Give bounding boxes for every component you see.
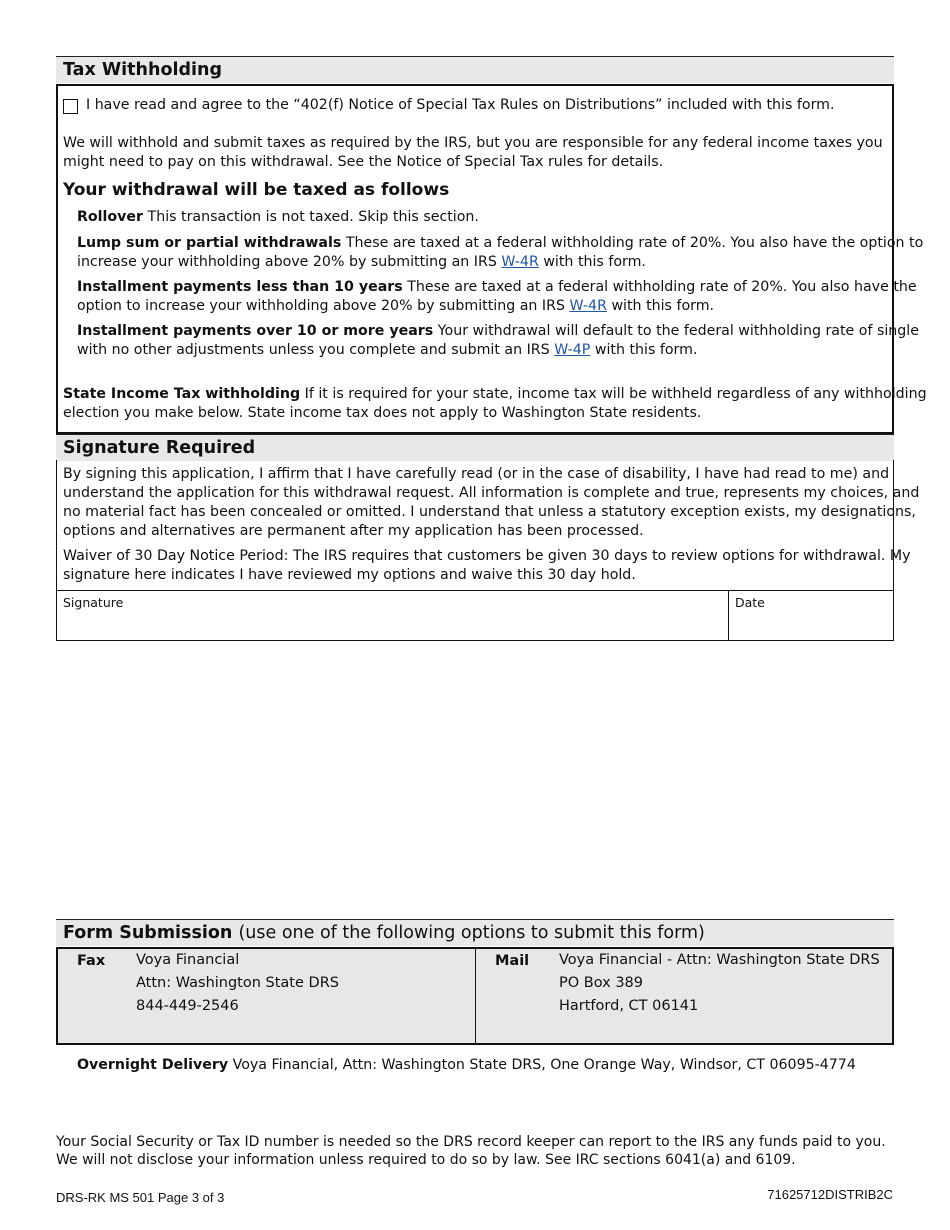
fax-number: 844-449-2546 xyxy=(136,998,239,1014)
submission-divider xyxy=(475,949,476,1043)
mail-line-3: Hartford, CT 06141 xyxy=(559,998,699,1014)
lump-sum-label: Lump sum or partial withdrawals xyxy=(77,235,342,251)
installment-less-text-post: with this form. xyxy=(611,298,715,314)
agree-checkbox[interactable] xyxy=(63,99,78,114)
installment-over-text: Your withdrawal will default to the federal withholding rate of single xyxy=(437,323,919,339)
document-code: 71625712DISTRIB2C xyxy=(767,1187,893,1202)
w4r-link[interactable]: W-4R xyxy=(501,254,539,270)
mail-line-2: PO Box 389 xyxy=(559,975,644,991)
tax-withholding-title: Tax Withholding xyxy=(63,60,222,80)
state-tax-line-2: election you make below. State income tax does not apply to Washington State residents. xyxy=(63,405,702,421)
rollover-item xyxy=(77,208,479,227)
fax-line-1: Voya Financial xyxy=(136,952,240,968)
lump-sum-text-post: with this form. xyxy=(543,254,646,270)
overnight-label: Overnight Delivery xyxy=(77,1057,229,1073)
installment-over-item xyxy=(77,322,919,341)
installment-less-text: These are taxed at a federal withholding rate of 20%. You also have the xyxy=(407,279,917,295)
submission-heading xyxy=(56,919,894,946)
affirm-line-4: options and alternatives are permanent after my application has been processed. xyxy=(63,523,644,539)
state-tax-item xyxy=(63,385,927,404)
fax-line-2: Attn: Washington State DRS xyxy=(136,975,339,991)
tax-withholding-heading xyxy=(56,56,894,83)
submission-note: (use one of the following options to submit this form) xyxy=(238,923,705,943)
lump-sum-line-2 xyxy=(77,253,646,272)
installment-less-label: Installment payments less than 10 years xyxy=(77,279,403,295)
disclosure-line-2: We will not disclose your information unless required to do so by law. See IRC sections 6041(a) and 6109. xyxy=(56,1152,796,1168)
intro-line-1: We will withhold and submit taxes as required by the IRS, but you are responsible for any federal income taxes you xyxy=(63,135,883,151)
state-tax-text: If it is required for your state, income tax will be withheld regardless of any withholding xyxy=(304,386,927,402)
w4p-link[interactable]: W-4P xyxy=(554,342,591,358)
date-label: Date xyxy=(735,595,765,610)
overnight-text: Voya Financial, Attn: Washington State DRS, One Orange Way, Windsor, CT 06095-4774 xyxy=(232,1057,856,1073)
waiver-line-1: Waiver of 30 Day Notice Period: The IRS requires that customers be given 30 days to review options for withdrawal. My xyxy=(63,548,911,564)
submission-title: Form Submission xyxy=(63,923,233,943)
form-id: DRS-RK MS 501 Page 3 of 3 xyxy=(56,1190,225,1205)
installment-over-label: Installment payments over 10 or more years xyxy=(77,323,434,339)
w4r-link-2[interactable]: W-4R xyxy=(569,298,607,314)
affirm-line-1: By signing this application, I affirm that I have carefully read (or in the case of disability, I have had read to me) and xyxy=(63,466,890,482)
rollover-text: This transaction is not taxed. Skip this section. xyxy=(147,209,479,225)
mail-label: Mail xyxy=(495,953,530,969)
rollover-label: Rollover xyxy=(77,209,144,225)
signature-heading xyxy=(56,434,894,461)
installment-over-text-pre: with no other adjustments unless you complete and submit an IRS xyxy=(77,342,550,358)
intro-line-2: might need to pay on this withdrawal. See the Notice of Special Tax rules for details. xyxy=(63,154,664,170)
fax-label: Fax xyxy=(77,953,106,969)
overnight-item xyxy=(77,1056,856,1075)
affirm-line-3: no material fact has been concealed or omitted. I understand that unless a statutory exception exists, my designations, xyxy=(63,504,916,520)
taxed-as-follows-heading: Your withdrawal will be taxed as follows xyxy=(63,180,450,200)
waiver-line-2: signature here indicates I have reviewed my options and waive this 30 day hold. xyxy=(63,567,636,583)
signature-label: Signature xyxy=(63,595,124,610)
lump-sum-text: These are taxed at a federal withholding rate of 20%. You also have the option to xyxy=(345,235,924,251)
installment-over-text-post: with this form. xyxy=(594,342,698,358)
installment-over-line-2 xyxy=(77,341,697,360)
installment-less-text-pre: option to increase your withholding above 20% by submitting an IRS xyxy=(77,298,565,314)
affirm-line-2: understand the application for this withdrawal request. All information is complete and true, represents my choices, and xyxy=(63,485,920,501)
installment-less-item xyxy=(77,278,917,297)
lump-sum-text-pre: increase your withholding above 20% by submitting an IRS xyxy=(77,254,497,270)
date-field[interactable] xyxy=(729,590,893,640)
signature-title: Signature Required xyxy=(63,438,256,458)
installment-less-line-2 xyxy=(77,297,714,316)
state-tax-label: State Income Tax withholding xyxy=(63,386,301,402)
agree-label: I have read and agree to the “402(f) Notice of Special Tax Rules on Distributions” included with this form. xyxy=(86,97,835,113)
disclosure-line-1: Your Social Security or Tax ID number is needed so the DRS record keeper can report to the IRS any funds paid to you. xyxy=(56,1134,886,1150)
signature-field[interactable] xyxy=(57,590,728,640)
lump-sum-item xyxy=(77,234,923,253)
mail-line-1: Voya Financial - Attn: Washington State DRS xyxy=(559,952,880,968)
